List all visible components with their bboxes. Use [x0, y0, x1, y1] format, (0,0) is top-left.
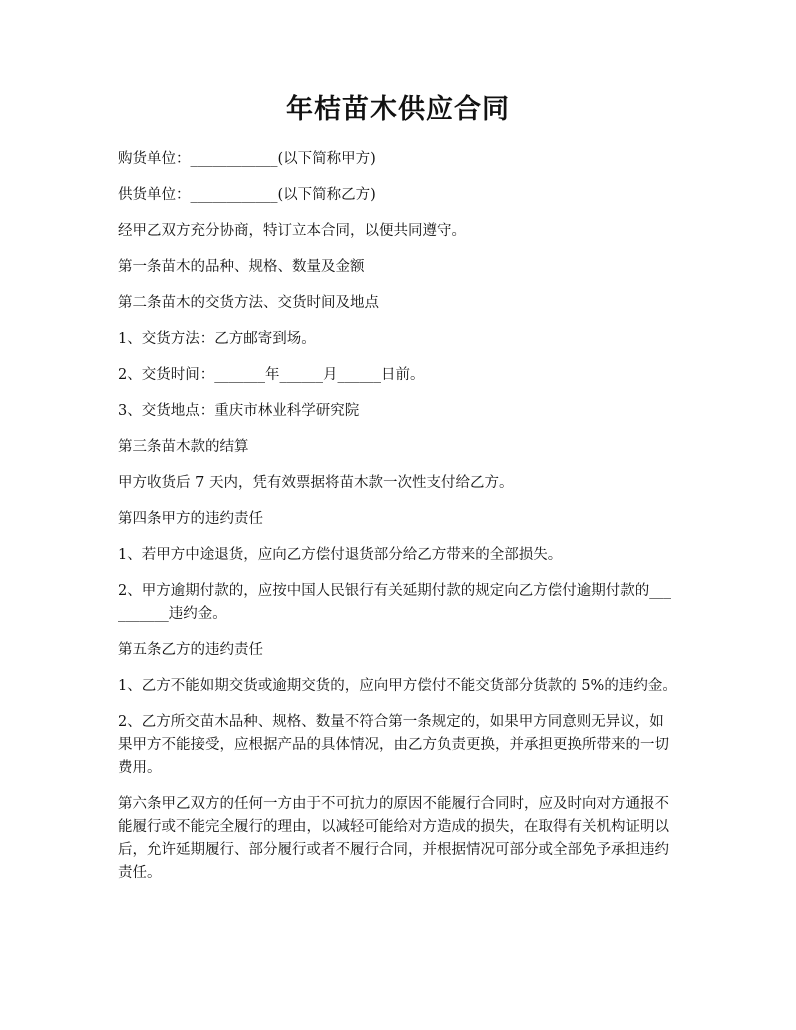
article-4-heading: 第四条甲方的违约责任 — [118, 511, 263, 527]
document-body — [118, 148, 678, 898]
article-3-heading: 第三条苗木款的结算 — [118, 439, 249, 455]
supplier-liability-1: 1、乙方不能如期交货或逾期交货的，应向甲方偿付不能交货部分货款的 5%的违约金。 — [118, 678, 677, 694]
article-5-heading: 第五条乙方的违约责任 — [118, 642, 263, 658]
paragraph-preamble: 经甲乙双方充分协商，特订立本合同，以便共同遵守。 — [118, 223, 466, 239]
paragraph-supplier: 供货单位：____________(以下简称乙方) — [118, 187, 376, 203]
document-title: 年桔苗木供应合同 — [286, 94, 510, 125]
buyer-liability-2: 2、甲方逾期付款的，应按中国人民银行有关延期付款的规定向乙方偿付逾期付款的__________违约金。 — [118, 583, 671, 622]
buyer-liability-1: 1、若甲方中途退货，应向乙方偿付退货部分给乙方带来的全部损失。 — [118, 547, 563, 563]
supplier-liability-2: 2、乙方所交苗木品种、规格、数量不符合第一条规定的，如果甲方同意则无异议，如果甲方不能接受，应根据产品的具体情况，由乙方负责更换，并承担更换所带来的一切费用。 — [118, 714, 669, 776]
article-1-heading: 第一条苗木的品种、规格、数量及金额 — [118, 259, 365, 275]
article-6-force-majeure: 第六条甲乙双方的任何一方由于不可抗力的原因不能履行合同时，应及时向对方通报不能履行或不能完全履行的理由，以减轻可能给对方造成的损失，在取得有关机构证明以后，允许延期履行、部分履行或者不履行合同，并根据情况可部分或全部免予承担违约责任。 — [118, 796, 669, 881]
delivery-time: 2、交货时间：_______年______月______日前。 — [118, 367, 425, 383]
delivery-place: 3、交货地点：重庆市林业科学研究院 — [118, 403, 360, 419]
delivery-method: 1、交货方法：乙方邮寄到场。 — [118, 331, 316, 347]
article-2-heading: 第二条苗木的交货方法、交货时间及地点 — [118, 295, 379, 311]
payment-terms: 甲方收货后 7 天内，凭有效票据将苗木款一次性支付给乙方。 — [118, 475, 514, 491]
paragraph-buyer: 购货单位：____________(以下简称甲方) — [118, 151, 376, 167]
